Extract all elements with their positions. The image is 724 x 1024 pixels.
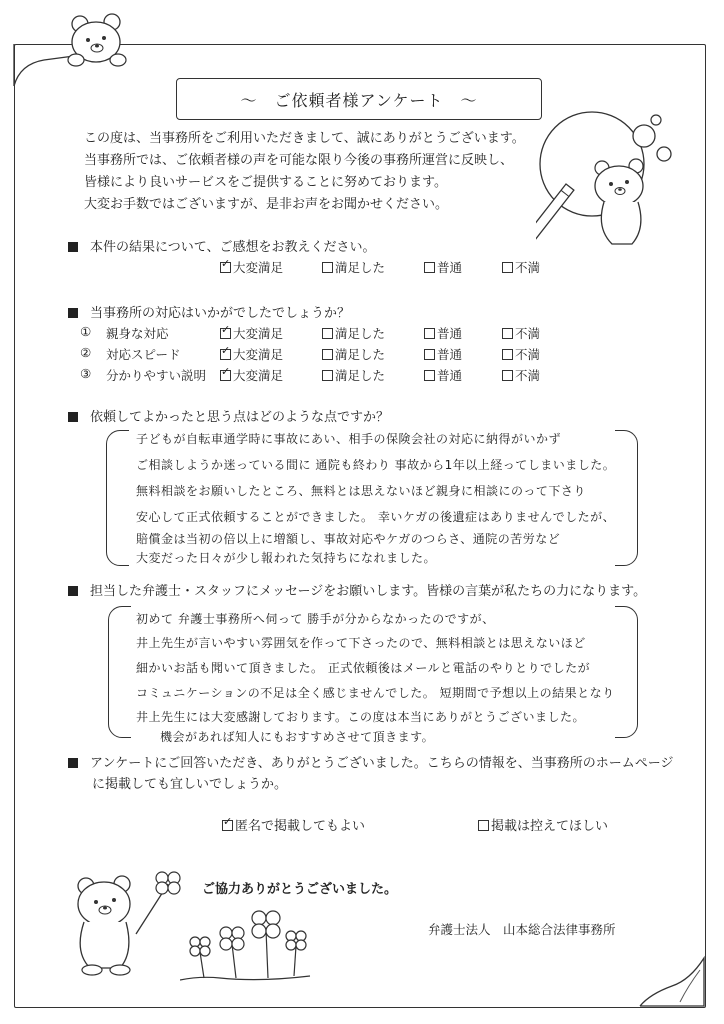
- question-4: [68, 580, 646, 599]
- q2-option-satisfied[interactable]: [322, 345, 385, 363]
- q2-item-number: ②: [80, 345, 92, 360]
- option-label: 大変満足: [233, 326, 284, 341]
- option-label: 普通: [437, 326, 463, 341]
- q2-option-satisfied[interactable]: [322, 324, 385, 342]
- q2-option-normal[interactable]: [424, 324, 462, 342]
- bear-with-pencil-icon: [536, 106, 696, 266]
- checkbox[interactable]: [322, 349, 333, 360]
- question-5: [68, 752, 673, 771]
- checkbox[interactable]: [424, 262, 435, 273]
- intro-text: [84, 128, 525, 216]
- checkbox[interactable]: [424, 349, 435, 360]
- q1-option-very-satisfied[interactable]: [220, 258, 283, 276]
- option-label: 普通: [437, 368, 463, 383]
- intro-line: 当事務所では、ご依頼者様の声を可能な限り今後の事務所運営に反映し、: [84, 153, 514, 168]
- answer-3-line: 大変だった日々が少し報われた気持ちになれました。: [136, 551, 437, 565]
- q2-item-label: 親身な対応: [106, 326, 169, 341]
- page-title: ～ ご依頼者様アンケート ～: [176, 78, 542, 120]
- q2-row: [0, 366, 724, 386]
- checkbox[interactable]: [502, 262, 513, 273]
- checkbox[interactable]: [424, 370, 435, 381]
- q2-item-label: 分かりやすい説明: [106, 368, 207, 383]
- checkbox[interactable]: [322, 370, 333, 381]
- thanks-message: ご協力ありがとうございました。: [202, 882, 398, 897]
- question-5-text-cont: に掲載しても宜しいでしょうか。: [92, 777, 288, 792]
- answer-3-line: 無料相談をお願いしたところ、無料とは思えないほど親身に相談にのって下さり: [136, 484, 586, 498]
- q2-item-number: ①: [80, 324, 92, 339]
- q2-item-label: 対応スピード: [106, 347, 181, 362]
- question-1-options: [0, 258, 724, 278]
- question-3-text: 依頼してよかったと思う点はどのような点ですか？: [90, 410, 390, 425]
- option-label: 大変満足: [233, 347, 284, 362]
- q2-item-number: ③: [80, 366, 92, 381]
- checkbox[interactable]: [478, 820, 489, 831]
- question-5-text: アンケートにご回答いただき、ありがとうございました。こちらの情報を、当事務所のホームページ: [90, 756, 674, 771]
- option-label: 大変満足: [233, 368, 284, 383]
- answer-3-line: 子どもが自転車通学時に事故にあい、相手の保険会社の対応に納得がいかず: [136, 432, 562, 446]
- checkbox-checked[interactable]: [220, 328, 231, 339]
- q5-option-anonymous-ok[interactable]: [222, 815, 365, 834]
- answer-4-line: 機会があれば知人にもおすすめさせて頂きます。: [160, 730, 435, 744]
- checkbox-checked[interactable]: [220, 262, 231, 273]
- q2-row: [0, 345, 724, 365]
- question-2: [68, 302, 350, 321]
- option-label: 満足した: [335, 368, 386, 383]
- q1-option-normal[interactable]: [424, 258, 462, 276]
- option-label: 普通: [437, 260, 463, 275]
- question-2-text: 当事務所の対応はいかがでしたでしょうか？: [90, 306, 351, 321]
- checkbox[interactable]: [502, 328, 513, 339]
- answer-3-line: 賠償金は当初の倍以上に増額し、事故対応やケガのつらさ、通院の苦労など: [136, 532, 561, 546]
- checkbox[interactable]: [322, 262, 333, 273]
- intro-line: 皆様により良いサービスをご提供することに努めております。: [84, 175, 447, 190]
- q2-option-normal[interactable]: [424, 366, 462, 384]
- question-3: [68, 406, 389, 425]
- bullet-square-icon: [68, 758, 78, 768]
- option-label: 普通: [437, 347, 463, 362]
- option-label: 満足した: [335, 326, 386, 341]
- question-5-options: [0, 815, 724, 835]
- bear-with-clover-icon: [64, 860, 184, 980]
- checkbox[interactable]: [322, 328, 333, 339]
- answer-4-line: 初めて 弁護士事務所へ伺って 勝手が分からなかったのですが、: [136, 612, 495, 626]
- q1-option-satisfied[interactable]: [322, 258, 385, 276]
- question-1: [68, 236, 375, 255]
- checkbox-checked[interactable]: [220, 370, 231, 381]
- q2-option-dissatisfied[interactable]: [502, 345, 540, 363]
- bullet-square-icon: [68, 586, 78, 596]
- checkbox-checked[interactable]: [222, 820, 233, 831]
- q2-option-satisfied[interactable]: [322, 366, 385, 384]
- answer-4-line: 井上先生が言いやすい雰囲気を作って下さったので、無料相談とは思えないほど: [136, 636, 586, 650]
- intro-line: 大変お手数ではございますが、是非お声をお聞かせください。: [84, 197, 449, 212]
- option-label: 匿名で掲載してもよい: [235, 819, 366, 834]
- q2-option-very-satisfied[interactable]: [220, 345, 283, 363]
- checkbox-checked[interactable]: [220, 349, 231, 360]
- question-4-text: 担当した弁護士・スタッフにメッセージをお願いします。皆様の言葉が私たちの力になります。: [90, 584, 647, 599]
- option-label: 大変満足: [233, 260, 284, 275]
- checkbox[interactable]: [502, 370, 513, 381]
- q2-option-normal[interactable]: [424, 345, 462, 363]
- answer-3-line: 安心して正式依頼することができました。 幸いケガの後遺症はありませんでしたが、: [136, 510, 616, 524]
- q2-row: [0, 324, 724, 344]
- q2-option-dissatisfied[interactable]: [502, 324, 540, 342]
- answer-4-line: 細かいお話も聞いて頂きました。 正式依頼後はメールと電話のやりとりでしたが: [136, 661, 591, 675]
- option-label: 満足した: [335, 347, 386, 362]
- answer-4-line: 井上先生には大変感謝しております。この度は本当にありがとうございました。: [136, 710, 586, 724]
- firm-name: 弁護士法人 山本総合法律事務所: [428, 922, 616, 937]
- option-label: 満足した: [335, 260, 386, 275]
- question-2-options: [0, 324, 724, 386]
- option-label: 不満: [515, 347, 541, 362]
- bullet-square-icon: [68, 308, 78, 318]
- clover-icon: [180, 896, 330, 986]
- bear-icon: [62, 10, 132, 70]
- q5-option-decline[interactable]: [478, 815, 608, 834]
- q2-option-very-satisfied[interactable]: [220, 324, 283, 342]
- bullet-square-icon: [68, 412, 78, 422]
- option-label: 不満: [515, 368, 541, 383]
- checkbox[interactable]: [424, 328, 435, 339]
- question-1-text: 本件の結果について、ご感想をお教えください。: [90, 240, 376, 255]
- option-label: 不満: [515, 326, 541, 341]
- intro-line: この度は、当事務所をご利用いただきまして、誠にありがとうございます。: [84, 131, 525, 146]
- q1-option-dissatisfied[interactable]: [502, 258, 540, 276]
- q2-option-dissatisfied[interactable]: [502, 366, 540, 384]
- answer-3-line: ご相談しようか迷っている間に 通院も終わり 事故から1年以上経ってしまいました。: [136, 458, 616, 472]
- checkbox[interactable]: [502, 349, 513, 360]
- q2-option-very-satisfied[interactable]: [220, 366, 283, 384]
- answer-4-line: コミュニケーションの不足は全く感じませんでした。 短期間で予想以上の結果となり: [136, 686, 615, 700]
- option-label: 掲載は控えてほしい: [491, 819, 609, 834]
- bullet-square-icon: [68, 242, 78, 252]
- option-label: 不満: [515, 260, 541, 275]
